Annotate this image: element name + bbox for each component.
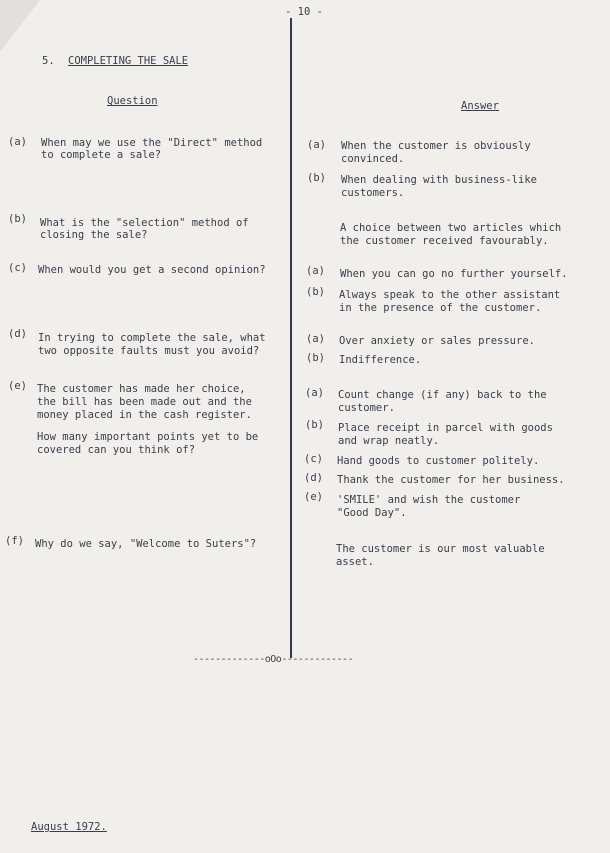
answer-line: customer. xyxy=(338,402,395,414)
answer-line: When dealing with business-like xyxy=(341,174,537,186)
answer-line: Count change (if any) back to the xyxy=(338,389,547,401)
answer-line: and wrap neatly. xyxy=(338,435,440,447)
question-line: covered can you think of? xyxy=(37,444,196,456)
answer-label: (b) xyxy=(306,286,325,298)
answer-label: (a) xyxy=(307,139,326,151)
question-line: closing the sale? xyxy=(40,229,148,241)
answer-line: The customer is our most valuable xyxy=(336,543,545,555)
question-header: Question xyxy=(107,95,158,107)
question-line: money placed in the cash register. xyxy=(37,409,252,421)
question-line: When would you get a second opinion? xyxy=(38,264,266,276)
answer-label: (d) xyxy=(304,472,323,484)
answer-line: in the presence of the customer. xyxy=(339,302,542,314)
answer-label: (c) xyxy=(304,453,323,465)
section-number: 5. xyxy=(42,55,55,67)
page-curl xyxy=(0,0,40,52)
answer-label: (e) xyxy=(304,491,323,503)
answer-line: customers. xyxy=(341,187,405,199)
question-line: two opposite faults must you avoid? xyxy=(38,345,260,357)
question-label: (b) xyxy=(8,213,27,225)
answer-line: "Good Day". xyxy=(337,507,407,519)
answer-label: (a) xyxy=(306,333,325,345)
answer-line: Always speak to the other assistant xyxy=(339,289,561,301)
section-title: COMPLETING THE SALE xyxy=(68,55,189,67)
answer-label: (b) xyxy=(306,352,325,364)
answer-label: (a) xyxy=(306,265,325,277)
answer-label: (b) xyxy=(305,419,324,431)
answer-line: the customer received favourably. xyxy=(340,235,549,247)
answer-line: When the customer is obviously xyxy=(341,140,531,152)
answer-label: (a) xyxy=(305,387,324,399)
answer-line: Thank the customer for her business. xyxy=(337,474,565,486)
question-line: In trying to complete the sale, what xyxy=(38,332,266,344)
question-line: the bill has been made out and the xyxy=(37,396,252,408)
question-label: (f) xyxy=(5,535,24,547)
question-line: How many important points yet to be xyxy=(37,431,259,443)
answer-line: Place receipt in parcel with goods xyxy=(338,422,553,434)
answer-line: 'SMILE' and wish the customer xyxy=(337,494,521,506)
question-label: (d) xyxy=(8,328,27,340)
question-line: to complete a sale? xyxy=(41,149,162,161)
question-label: (e) xyxy=(8,380,27,392)
end-rule: -------------oOo------------- xyxy=(193,654,354,665)
answer-line: Over anxiety or sales pressure. xyxy=(339,335,535,347)
answer-label: (b) xyxy=(307,172,326,184)
answer-line: A choice between two articles which xyxy=(340,222,562,234)
answer-line: asset. xyxy=(336,556,374,568)
column-divider xyxy=(290,8,292,658)
answer-line: Hand goods to customer politely. xyxy=(337,455,540,467)
question-line: When may we use the "Direct" method xyxy=(41,137,263,149)
question-line: The customer has made her choice, xyxy=(37,383,246,395)
answer-header: Answer xyxy=(461,100,499,112)
answer-line: When you can go no further yourself. xyxy=(340,268,568,280)
answer-line: convinced. xyxy=(341,153,405,165)
question-line: What is the "selection" method of xyxy=(40,217,249,229)
answer-line: Indifference. xyxy=(339,354,422,366)
page-number: - 10 - xyxy=(282,6,326,18)
question-label: (c) xyxy=(8,262,27,274)
question-label: (a) xyxy=(8,136,27,148)
document-date: August 1972. xyxy=(31,821,107,833)
question-line: Why do we say, "Welcome to Suters"? xyxy=(35,538,257,550)
